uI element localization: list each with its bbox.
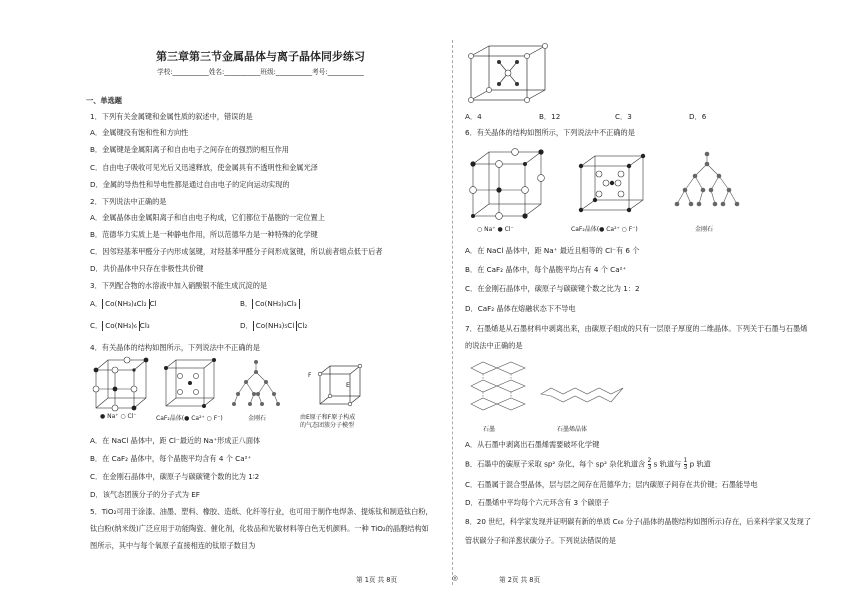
- q2-option-a: A．金属晶体由金属阳离子和自由电子构成，它们都位于晶胞的一定位置上: [90, 213, 325, 222]
- footer-page-right: 第 2页 共 8页: [499, 576, 541, 584]
- q2-option-b: B．范德华力实质上是一种静电作用，所以范德华力是一种特殊的化学键: [90, 230, 318, 239]
- q7-b-prefix: B．石墨中的碳原子采取 sp² 杂化，每个 sp² 杂化轨道含: [465, 459, 646, 469]
- q5-line-2: 钛白粉(纳米级)广泛应用于功能陶瓷、催化剂，化妆品和光敏材料等白色无机颜料。一种 TiO₂的晶胞结构如: [90, 524, 429, 533]
- q1-option-d: D．金属的导热性和导电性都是通过自由电子的定向运动实现的: [90, 180, 290, 189]
- q4-option-c: C．在金刚石晶体中，碳原子与碳碳键个数的比为 1∶2: [90, 472, 260, 481]
- q6-diamond-caption: 金刚石: [695, 226, 714, 233]
- q3-option-d: [240, 321, 307, 331]
- student-info-line: 学校:___________姓名:___________班级:___________考号:___________: [157, 68, 364, 76]
- q1-option-b: B．金属键是金属阳离子和自由电子之间存在的强烈的相互作用: [90, 145, 289, 154]
- q4-diamond-caption: 金刚石: [248, 415, 267, 422]
- footer-page-left: 第 1页 共 8页: [356, 576, 398, 584]
- q1-option-a: A．金属键没有饱和性和方向性: [90, 128, 189, 137]
- q5-option-b: B．12: [539, 112, 561, 121]
- q6-option-a: A．在 NaCl 晶体中，距 Na⁺ 最近且相等的 Cl⁻有 6 个: [465, 246, 640, 255]
- q6-caf2-figure: [575, 152, 649, 214]
- q3-option-a: [90, 299, 157, 309]
- graphene-figure: [537, 380, 627, 410]
- footer-separator: ◎: [452, 574, 458, 582]
- cl-legend-label: Cl⁻: [504, 226, 514, 233]
- q5-line-1: 5．TiO₂可用于涂漆、油墨、塑料、橡胶、造纸、化纤等行业，也可用于制作电焊条、提炼钛和制造钛白粉，: [90, 507, 433, 516]
- q7-option-b: [465, 458, 711, 471]
- q4-e-label: E: [346, 382, 350, 389]
- caf2-structure-figure: [162, 356, 218, 410]
- q3-stem: 3．下列配合物的水溶液中加入硝酸银不能生成沉淀的是: [90, 281, 268, 290]
- diamond-structure-figure: [230, 358, 282, 408]
- fraction-one-third: [684, 458, 688, 471]
- q6-nacl-figure: [467, 148, 545, 220]
- column-divider: [452, 40, 453, 585]
- q2-option-d: D．共价晶体中只存在非极性共价键: [90, 264, 204, 273]
- q4-stem: 4．有关晶体的结构如图所示，下列说法中不正确的是: [90, 343, 260, 352]
- q2-option-c: C．因邻羟基苯甲醛分子内形成氢键，对羟基苯甲醛分子间形成氢键，所以前者熔点低于后者: [90, 247, 383, 256]
- left-column: [78, 0, 458, 608]
- q7-option-a: A．从石墨中剥离出石墨烯需要破坏化学键: [465, 440, 600, 449]
- fraction-2-denominator: 3: [683, 464, 688, 471]
- q6-option-c: C．在金刚石晶体中，碳原子与碳碳键个数之比为 1：2: [465, 284, 640, 293]
- fraction-1-numerator: 2: [647, 457, 652, 464]
- q3-a-tail: Cl: [149, 299, 157, 308]
- graphene-caption: 石墨烯晶体: [557, 426, 588, 433]
- q6-legend: [477, 226, 514, 233]
- page-title: 第三章第三节金属晶体与离子晶体同步练习: [156, 50, 365, 63]
- q4-option-b: B．在 CaF₂ 晶体中，每个晶胞平均含有 4 个 Ca²⁺: [90, 454, 252, 463]
- right-column: [463, 0, 823, 608]
- q2-stem: 2．下列说法中正确的是: [90, 197, 167, 206]
- q3-b-formula: Co(NH₃)₃Cl₃: [252, 299, 299, 309]
- nacl-structure-figure: [90, 356, 152, 412]
- q3-d-tail: Cl₂: [297, 321, 308, 330]
- q7-option-c: C．石墨属于混合型晶体，层与层之间存在范德华力；层内碳原子间存在共价键；石墨能导电: [465, 480, 758, 489]
- fraction-1-denominator: 3: [647, 464, 652, 471]
- fraction-2-numerator: 1: [683, 457, 688, 464]
- q3-c-label: C．: [90, 321, 103, 330]
- q4-caf2-caption: CaF₂晶体(● Ca²⁺ ○ F⁻): [156, 415, 223, 422]
- q3-d-label: D．: [240, 321, 253, 330]
- q4-option-d: D．该气态团簇分子的分子式为 EF: [90, 490, 200, 499]
- q7-b-middle: s 轨道与: [653, 459, 682, 469]
- graphite-caption: 石墨: [483, 426, 496, 433]
- q3-b-label: B．: [240, 299, 253, 308]
- q4-f-label: F: [308, 372, 312, 379]
- q5-option-a: A．4: [465, 112, 482, 121]
- q5-option-d: D．6: [689, 112, 707, 121]
- na-legend-label: Na⁺: [484, 226, 496, 233]
- q6-caf2-caption: CaF₂晶体(● Ca²⁺ ○ F⁻): [571, 226, 638, 233]
- fraction-two-thirds: [648, 458, 652, 471]
- q6-option-b: B．在 CaF₂ 晶体中，每个晶胞平均占有 4 个 Ca²⁺: [465, 265, 627, 274]
- q3-option-b: [240, 299, 300, 309]
- q3-c-formula: Co(NH₃)₆: [102, 321, 140, 331]
- q5-line-3: 图所示，其中与每个氧原子直接相连的钛原子数目为: [90, 541, 256, 550]
- q6-option-d: D．CaF₂ 晶体在熔融状态下不导电: [465, 304, 576, 313]
- q1-option-c: C．自由电子吸收可见光后又迅速释放，使金属具有不透明性和金属光泽: [90, 163, 318, 172]
- q4-nacl-legend: ● Na⁺ ○ Cl⁻: [100, 413, 137, 420]
- q7-line-2: 的说法中正确的是: [465, 341, 523, 350]
- tio2-unit-cell-figure: [465, 42, 551, 104]
- q3-a-label: A．: [90, 299, 103, 308]
- q3-a-formula: Co(NH₃)₄Cl₂: [102, 299, 149, 309]
- q4-option-a: A．在 NaCl 晶体中，距 Cl⁻最近的 Na⁺形成正八面体: [90, 436, 261, 445]
- q4-ef-caption-1: 由E原子和F原子构成: [300, 414, 356, 421]
- q1-stem: 1．下列有关金属键和金属性质的叙述中，错误的是: [90, 112, 253, 121]
- q3-option-c: [90, 321, 150, 331]
- na-legend-icon: ○: [477, 226, 483, 233]
- cl-legend-icon: ●: [497, 226, 503, 233]
- q7-option-d: D．石墨烯中平均每个六元环含有 3 个碳原子: [465, 498, 610, 507]
- q5-option-c: C．3: [615, 112, 632, 121]
- q6-diamond-figure: [669, 150, 745, 216]
- ef-cluster-figure: [312, 362, 368, 408]
- q3-d-formula: Co(NH₃)₅Cl: [253, 321, 298, 331]
- q8-line-2: 管状碳分子和洋葱状碳分子。下列说法错误的是: [465, 536, 616, 545]
- q4-ef-caption-2: 的气态团簇分子模型: [300, 422, 355, 429]
- section-heading: 一、单选题: [86, 96, 122, 105]
- graphite-figure: [467, 358, 529, 420]
- q3-c-tail: Cl₃: [139, 321, 150, 330]
- q7-b-suffix: p 轨道: [689, 459, 711, 469]
- q7-line-1: 7．石墨烯是从石墨材料中剥离出来，由碳原子组成的只有一层原子厚度的二维晶体。下列关于石墨与石墨烯: [465, 324, 808, 333]
- q6-stem: 6．有关晶体的结构如图所示，下列说法中不正确的是: [465, 128, 635, 137]
- q8-line-1: 8．20 世纪，科学家发现并证明碳有新的单质 C₆₀ 分子(晶体的晶胞结构如图所示)存在，后来科学家又发现了: [465, 517, 812, 526]
